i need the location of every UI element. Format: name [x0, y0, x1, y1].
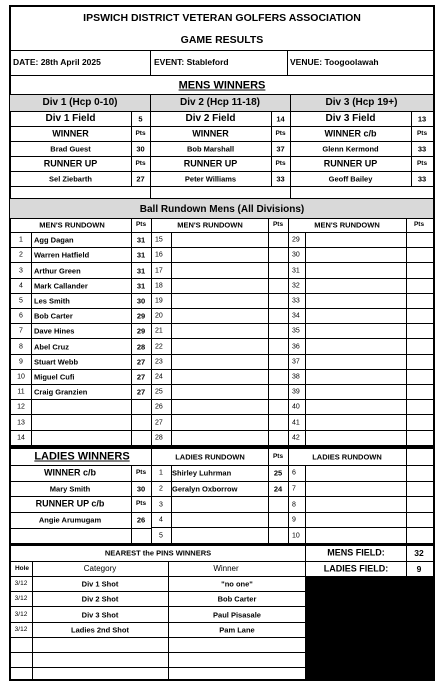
runner-up-label: RUNNER UP — [183, 158, 238, 168]
rule-line — [9, 652, 306, 653]
rundown-position: 41 — [292, 419, 300, 426]
rundown-column-header: MEN'S RUNDOWN — [39, 220, 105, 230]
rundown-position: 15 — [155, 236, 163, 244]
rundown-position: 39 — [292, 388, 300, 396]
rundown-player-points: 30 — [136, 296, 146, 306]
rundown-player-name: Bob Carter — [34, 311, 73, 321]
rule-line — [9, 496, 151, 497]
rundown-position: 26 — [155, 403, 163, 411]
rundown-player-points: 27 — [136, 356, 146, 366]
ladies-rundown-name: Geralyn Oxborrow — [172, 484, 238, 494]
pin-hole: 3/12 — [14, 625, 28, 633]
rule-line — [9, 512, 151, 513]
div-heading: Div 2 (Hcp 11-18) — [179, 97, 261, 108]
ladies-rundown-position: 4 — [159, 516, 163, 524]
div-field-count: 14 — [276, 113, 285, 123]
ladies-rundown-position: 8 — [292, 501, 296, 508]
rule-line — [288, 218, 289, 445]
rule-line — [9, 414, 435, 415]
ladies-field-value: 9 — [416, 563, 422, 574]
rule-line — [9, 50, 435, 51]
rundown-position: 42 — [292, 434, 300, 442]
rule-line — [9, 293, 435, 294]
rundown-player-points: 29 — [136, 311, 146, 321]
rule-line — [9, 156, 435, 157]
rundown-position: 12 — [17, 403, 25, 411]
mens-field-value: 32 — [414, 547, 424, 558]
rundown-position: 29 — [292, 236, 300, 244]
pts-header: Pts — [413, 220, 425, 228]
rundown-position: 32 — [292, 282, 300, 290]
rule-line — [411, 111, 412, 186]
rule-line — [9, 591, 306, 592]
rule-line — [151, 446, 152, 543]
rule-line — [151, 218, 152, 445]
rundown-player-name: Mark Callander — [34, 280, 88, 290]
rule-line — [305, 232, 306, 445]
rundown-position: 17 — [155, 267, 163, 274]
ladies-rundown-position: 9 — [292, 516, 296, 524]
rule-line — [9, 399, 435, 400]
pts-header: Pts — [416, 129, 428, 137]
rundown-player-points: 31 — [136, 265, 146, 275]
rule-line — [151, 496, 435, 497]
rule-line — [290, 95, 291, 198]
ladies-rundown-header: LADIES RUNDOWN — [312, 452, 382, 462]
pin-hole: 3/12 — [14, 610, 28, 618]
rundown-position: 19 — [155, 297, 163, 305]
rule-line — [305, 465, 306, 543]
rundown-position: 30 — [292, 251, 300, 259]
rule-line — [9, 369, 435, 370]
rule-line — [9, 141, 435, 142]
rundown-position: 2 — [19, 251, 23, 259]
rule-line — [9, 430, 435, 431]
rundown-position: 22 — [155, 343, 163, 350]
section-divider — [9, 446, 435, 449]
rule-line — [9, 384, 435, 385]
pts-header: Pts — [416, 159, 428, 167]
rundown-title: Ball Rundown Mens (All Divisions) — [139, 204, 305, 215]
winner-label: WINNER — [52, 128, 89, 138]
rundown-player-name: Stuart Webb — [34, 356, 79, 366]
rundown-player-points: 31 — [136, 280, 146, 290]
rule-line — [9, 561, 306, 562]
rule-line — [150, 50, 151, 75]
rundown-position: 1 — [19, 236, 23, 244]
section-divider — [9, 543, 435, 546]
rundown-position: 18 — [155, 282, 163, 290]
winner-points: 30 — [136, 143, 145, 153]
ladies-rundown-position: 7 — [292, 485, 296, 493]
runner-up-label: RUNNER UP — [323, 158, 378, 168]
mens-winners-title: MENS WINNERS — [178, 79, 266, 92]
ladies-rundown-header: LADIES RUNDOWN — [175, 452, 245, 462]
pin-winner: Pam Lane — [219, 624, 255, 634]
event-text: EVENT: Stableford — [154, 56, 229, 67]
rule-line — [268, 446, 269, 543]
rundown-position: 16 — [155, 251, 163, 259]
rule-line — [9, 247, 435, 248]
rundown-position: 13 — [17, 419, 25, 426]
date-text: DATE: 28th April 2025 — [13, 56, 101, 67]
ladies-runner-up-name: Angie Arumugam — [38, 515, 102, 525]
winner-points: 37 — [276, 143, 285, 153]
div-field-label: Div 3 Field — [325, 112, 376, 124]
pts-header: Pts — [135, 499, 147, 507]
runner-up-label: RUNNER UP — [43, 158, 98, 168]
rundown-position: 25 — [155, 388, 163, 396]
rule-line — [9, 186, 435, 187]
rundown-player-name: Abel Cruz — [34, 341, 70, 351]
rule-line — [406, 446, 407, 543]
rule-line — [9, 528, 151, 529]
winner-label: WINNER c/b — [324, 128, 377, 138]
rule-line — [288, 446, 289, 543]
rule-line — [9, 637, 306, 638]
pin-winner: "no one" — [221, 579, 253, 589]
rule-line — [131, 465, 132, 543]
mens-field-label: MENS FIELD: — [327, 547, 385, 558]
ladies-winner-points: 30 — [136, 483, 146, 493]
ladies-rundown-position: 1 — [159, 469, 163, 477]
rule-line — [151, 512, 435, 513]
rundown-position: 33 — [292, 297, 300, 305]
winner-name: Bob Marshall — [186, 143, 235, 153]
runner-up-points: 27 — [136, 173, 145, 183]
rundown-position: 24 — [155, 373, 163, 381]
rundown-player-name: Agg Dagan — [34, 235, 74, 245]
rule-line — [9, 308, 435, 309]
rundown-position: 4 — [19, 282, 23, 290]
rule-line — [171, 232, 172, 445]
rundown-position: 8 — [19, 343, 23, 350]
rundown-player-name: Arthur Green — [34, 265, 81, 275]
rule-line — [151, 527, 435, 528]
ladies-field-label: LADIES FIELD: — [323, 563, 389, 574]
rundown-player-points: 31 — [136, 250, 146, 260]
ladies-rundown-position: 5 — [159, 532, 163, 540]
rundown-position: 9 — [19, 358, 23, 366]
rule-line — [31, 232, 32, 445]
runner-up-points: 33 — [276, 173, 285, 183]
winner-header: Winner — [213, 564, 239, 573]
div-field-label: Div 2 Field — [185, 112, 236, 124]
rundown-player-points: 29 — [136, 326, 146, 336]
rundown-player-points: 31 — [136, 235, 146, 245]
rundown-position: 36 — [292, 343, 300, 350]
div-field-label: Div 1 Field — [45, 112, 96, 124]
rule-line — [9, 232, 435, 233]
pts-header: Pts — [135, 159, 146, 167]
rule-line — [9, 481, 151, 482]
div-field-count: 5 — [138, 113, 143, 123]
div-heading: Div 1 (Hcp 0-10) — [42, 97, 118, 108]
rule-line — [131, 218, 132, 445]
ladies-rundown-position: 6 — [292, 469, 296, 477]
rundown-player-name: Miguel Cufi — [34, 372, 75, 382]
blacked-out-area — [306, 576, 434, 680]
winner-name: Brad Guest — [50, 143, 91, 153]
rule-line — [9, 354, 435, 355]
pts-header: Pts — [135, 220, 147, 228]
rundown-position: 37 — [292, 358, 300, 366]
rule-line — [268, 218, 269, 445]
rule-line — [9, 75, 435, 76]
pts-header: Pts — [275, 129, 286, 137]
rule-line — [406, 546, 407, 576]
rundown-player-name: Craig Granzien — [34, 387, 88, 397]
category-header: Category — [83, 564, 117, 573]
runner-up-points: 33 — [417, 173, 427, 183]
rundown-position: 10 — [17, 373, 25, 381]
pts-header: Pts — [135, 468, 147, 476]
rundown-position: 7 — [19, 327, 23, 335]
pin-category: Div 1 Shot — [81, 579, 119, 589]
runner-up-name: Sel Ziebarth — [49, 173, 92, 183]
ladies-rundown-position: 10 — [292, 532, 300, 540]
rundown-position: 3 — [19, 267, 23, 274]
rundown-position: 31 — [292, 267, 300, 274]
rule-line — [9, 667, 306, 668]
pin-category: Div 2 Shot — [81, 594, 119, 604]
ladies-rundown-position: 2 — [159, 485, 163, 493]
ladies-rundown-points: 24 — [273, 484, 283, 494]
rundown-player-points: 27 — [136, 372, 146, 382]
winner-label: WINNER — [192, 128, 229, 138]
div-heading: Div 3 (Hcp 19+) — [325, 97, 398, 108]
rule-line — [287, 50, 288, 75]
rule-line — [9, 218, 435, 219]
rule-line — [9, 126, 435, 127]
rule-line — [9, 606, 306, 607]
rundown-player-name: Les Smith — [34, 296, 70, 306]
ladies-rundown-points: 25 — [273, 468, 283, 478]
pin-winner: Paul Pisasale — [213, 609, 261, 619]
pin-winner: Bob Carter — [217, 594, 257, 604]
ladies-winners-title: LADIES WINNERS — [34, 450, 130, 463]
rule-line — [9, 576, 306, 577]
ladies-runner-up-label: RUNNER UP c/b — [35, 498, 105, 509]
rundown-player-points: 28 — [136, 341, 146, 351]
rundown-position: 20 — [155, 312, 163, 320]
rule-line — [271, 111, 272, 186]
rule-line — [9, 278, 435, 279]
rule-line — [305, 561, 435, 562]
rundown-position: 35 — [292, 327, 300, 335]
rundown-player-points: 27 — [136, 387, 146, 397]
association-title: IPSWICH DISTRICT VETERAN GOLFERS ASSOCIATION — [83, 11, 361, 24]
ladies-runner-up-points: 26 — [136, 515, 146, 525]
rundown-position: 21 — [155, 327, 163, 335]
ladies-winner-name: Mary Smith — [49, 483, 91, 493]
pts-header: Pts — [275, 159, 286, 167]
rule-line — [9, 171, 435, 172]
nearest-pins-title: NEAREST the PINS WINNERS — [104, 548, 212, 558]
rule-line — [131, 111, 132, 186]
pin-category: Ladies 2nd Shot — [71, 624, 129, 634]
pin-category: Div 3 Shot — [81, 609, 119, 619]
winner-points: 33 — [417, 143, 427, 153]
game-results-title: GAME RESULTS — [180, 33, 264, 46]
rundown-position: 38 — [292, 373, 300, 381]
ladies-rundown-name: Shirley Luhrman — [172, 468, 232, 478]
rule-line — [150, 95, 151, 198]
pin-hole: 3/12 — [14, 595, 28, 603]
runner-up-name: Peter Williams — [184, 173, 237, 183]
hole-header: Hole — [14, 564, 30, 572]
rule-line — [9, 622, 306, 623]
pts-header: Pts — [272, 452, 284, 460]
rundown-position: 28 — [155, 434, 163, 442]
outer-border-top — [9, 5, 435, 7]
rundown-position: 27 — [155, 419, 163, 426]
pts-header: Pts — [272, 220, 284, 228]
rule-line — [9, 262, 435, 263]
runner-up-name: Geoff Bailey — [328, 173, 373, 183]
rule-line — [406, 218, 407, 445]
rundown-player-name: Dave Hines — [34, 326, 75, 336]
rule-line — [168, 561, 169, 680]
pin-hole: 3/12 — [14, 579, 28, 587]
rundown-position: 6 — [19, 312, 23, 320]
ladies-winner-label: WINNER c/b — [43, 467, 97, 478]
venue-text: VENUE: Toogoolawah — [290, 56, 379, 67]
rundown-position: 40 — [292, 403, 300, 411]
rule-line — [9, 465, 435, 466]
rule-line — [9, 323, 435, 324]
rundown-column-header: MEN'S RUNDOWN — [314, 220, 380, 230]
winner-name: Glenn Kermond — [322, 143, 379, 153]
rundown-column-header: MEN'S RUNDOWN — [177, 220, 243, 230]
rundown-player-name: Warren Hatfield — [34, 250, 90, 260]
rundown-position: 5 — [19, 297, 23, 305]
rundown-position: 14 — [17, 434, 25, 442]
ladies-rundown-position: 3 — [159, 501, 163, 508]
rule-line — [9, 338, 435, 339]
pts-header: Pts — [135, 129, 146, 137]
rundown-position: 34 — [292, 312, 300, 320]
rule-line — [32, 561, 33, 680]
div-field-count: 13 — [417, 113, 427, 123]
rundown-position: 23 — [155, 358, 163, 366]
rundown-position: 11 — [17, 388, 25, 396]
rule-line — [151, 481, 435, 482]
